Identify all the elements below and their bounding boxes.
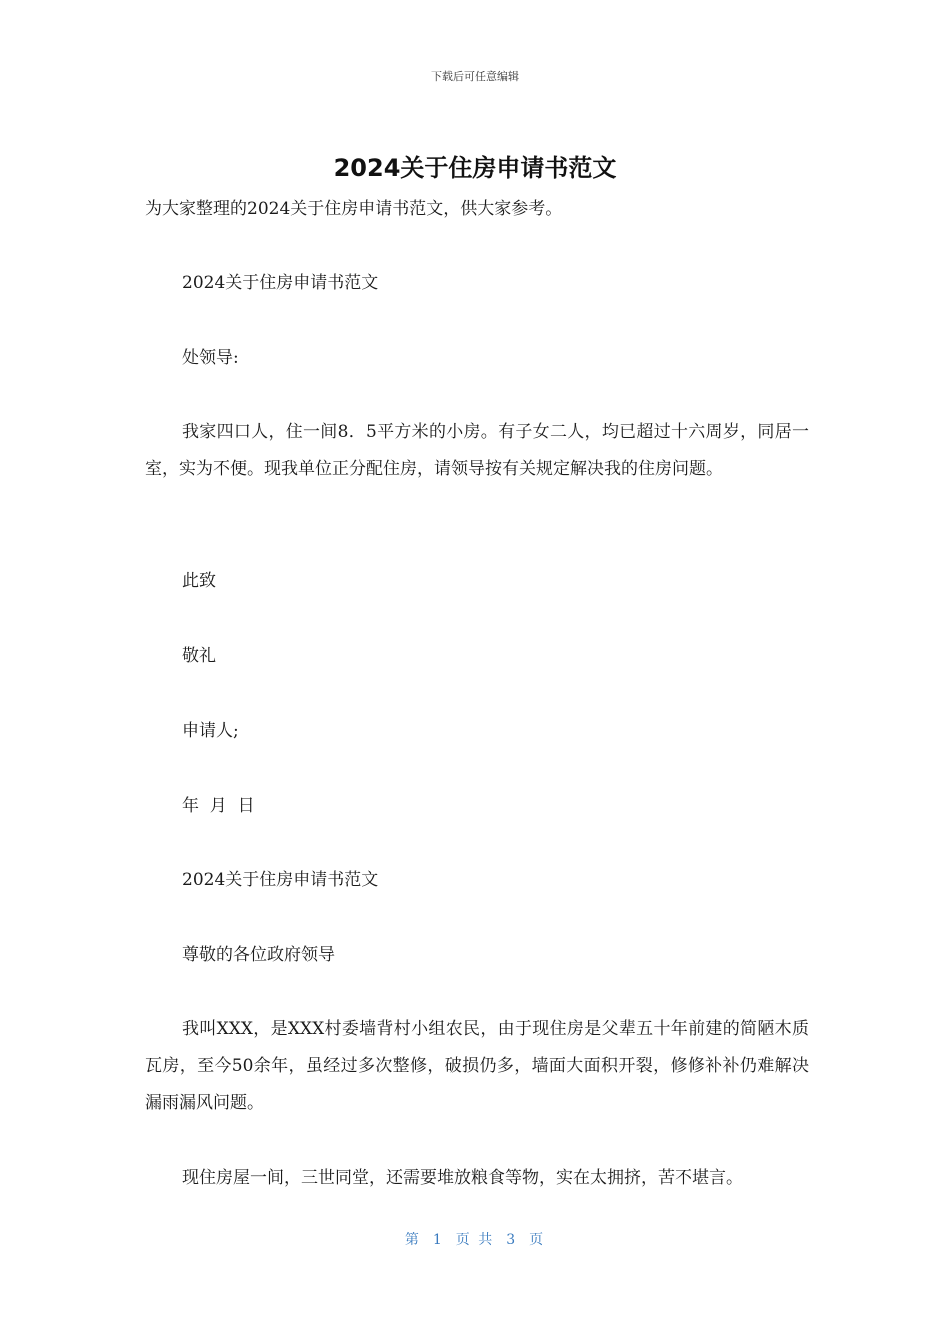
footer-label-of: 页 共 [455,1232,495,1248]
intro-text: 为大家整理的2024关于住房申请书范文，供大家参考。 [145,199,563,219]
letter2-salutation: 尊敬的各位政府领导 [182,945,335,965]
footer-label-pages: 页 [529,1232,546,1248]
footer-total-pages: 3 [506,1232,518,1248]
letter1-applicant: 申请人; [182,721,239,741]
letter1-date: 年 月 日 [182,796,255,816]
page-header-note: 下载后可任意编辑 [431,70,519,83]
letter2-body-2: 现住房屋一间，三世同堂，还需要堆放粮食等物，实在太拥挤，苦不堪言。 [182,1168,743,1188]
letter2-heading: 2024关于住房申请书范文 [182,870,379,890]
document-title: 2024关于住房申请书范文 [333,154,617,182]
letter1-body: 我家四口人，住一间8．5平方米的小房。有子女二人，均已超过十六周岁，同居一室，实为不便。现我单位正分配住房，请领导按有关规定解决我的住房问题。 [145,422,809,479]
footer-label-page: 第 [404,1232,421,1248]
letter1-closing-2: 敬礼 [182,646,216,666]
letter1-salutation: 处领导: [182,348,239,368]
letter1-closing-1: 此致 [182,571,216,591]
letter2-body-1: 我叫XXX，是XXX村委墙背村小组农民，由于现住房是父辈五十年前建的简陋木质瓦房，至今50余年，虽经过多次整修，破损仍多，墙面大面积开裂，修修补补仍难解决漏雨漏风问题。 [145,1019,809,1113]
page-footer [0,1229,950,1249]
footer-current-page: 1 [432,1232,444,1248]
letter1-heading: 2024关于住房申请书范文 [182,273,379,293]
